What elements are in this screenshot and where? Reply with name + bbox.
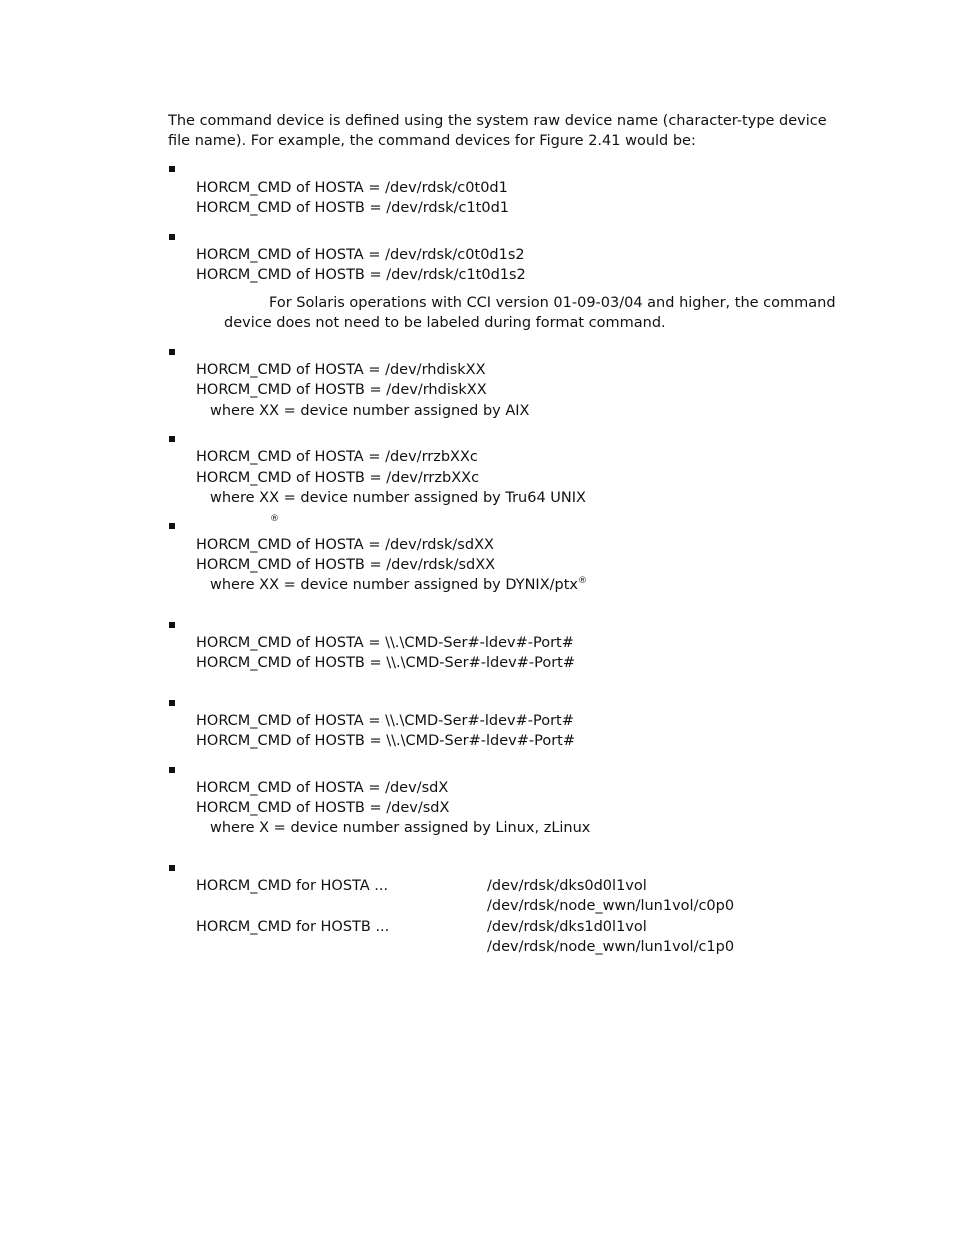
intro-line-1: The command device is defined using the system raw device name (character-type device <box>168 113 827 129</box>
s5-hostb-line: HORCM_CMD of HOSTB = /dev/rdsk/sdXX <box>196 557 496 573</box>
s9-hosta-value-2: /dev/rdsk/node_wwn/lun1vol/c0p0 <box>487 898 735 914</box>
s5-where-line <box>210 575 587 595</box>
s2-hosta-line: HORCM_CMD of HOSTA = /dev/rdsk/c0t0d1s2 <box>196 247 525 263</box>
s2-note-line-2: device does not need to be labeled during format command. <box>224 315 666 331</box>
bullet-icon <box>169 622 175 628</box>
bullet-icon <box>169 349 175 355</box>
bullet-icon <box>169 436 175 442</box>
s4-where-line: where XX = device number assigned by Tru64 UNIX <box>210 490 586 506</box>
s2-note-line-1: For Solaris operations with CCI version 01-09-03/04 and higher, the command <box>269 295 836 311</box>
s6-hosta-line: HORCM_CMD of HOSTA = \\.\CMD-Ser#-ldev#-Port# <box>196 635 574 651</box>
s1-hostb-line: HORCM_CMD of HOSTB = /dev/rdsk/c1t0d1 <box>196 200 510 216</box>
bullet-icon <box>169 700 175 706</box>
s7-hosta-line: HORCM_CMD of HOSTA = \\.\CMD-Ser#-ldev#-Port# <box>196 713 574 729</box>
s9-hosta-value-1: /dev/rdsk/dks0d0l1vol <box>487 878 647 894</box>
registered-mark: ® <box>270 514 279 524</box>
bullet-icon <box>169 166 175 172</box>
s7-hostb-line: HORCM_CMD of HOSTB = \\.\CMD-Ser#-ldev#-Port# <box>196 733 576 749</box>
s9-hosta-label: HORCM_CMD for HOSTA ... <box>196 878 389 894</box>
bullet-icon <box>169 523 175 529</box>
s6-hostb-line: HORCM_CMD of HOSTB = \\.\CMD-Ser#-ldev#-Port# <box>196 655 576 671</box>
bullet-icon <box>169 865 175 871</box>
s5-hosta-line: HORCM_CMD of HOSTA = /dev/rdsk/sdXX <box>196 537 494 553</box>
s5-where-text: where XX = device number assigned by DYNIX/ptx <box>210 577 579 593</box>
bullet-icon <box>169 234 175 240</box>
s8-hostb-line: HORCM_CMD of HOSTB = /dev/sdX <box>196 800 450 816</box>
registered-mark: ® <box>578 576 588 587</box>
bullet-icon <box>169 767 175 773</box>
s9-hostb-value-2: /dev/rdsk/node_wwn/lun1vol/c1p0 <box>487 939 735 955</box>
s3-hostb-line: HORCM_CMD of HOSTB = /dev/rhdiskXX <box>196 382 487 398</box>
s9-hostb-value-1: /dev/rdsk/dks1d0l1vol <box>487 919 647 935</box>
s4-hosta-line: HORCM_CMD of HOSTA = /dev/rrzbXXc <box>196 449 478 465</box>
s3-where-line: where XX = device number assigned by AIX <box>210 403 530 419</box>
s4-hostb-line: HORCM_CMD of HOSTB = /dev/rrzbXXc <box>196 470 480 486</box>
s2-hostb-line: HORCM_CMD of HOSTB = /dev/rdsk/c1t0d1s2 <box>196 267 526 283</box>
s1-hosta-line: HORCM_CMD of HOSTA = /dev/rdsk/c0t0d1 <box>196 180 508 196</box>
s3-hosta-line: HORCM_CMD of HOSTA = /dev/rhdiskXX <box>196 362 486 378</box>
s8-hosta-line: HORCM_CMD of HOSTA = /dev/sdX <box>196 780 449 796</box>
intro-line-2: file name). For example, the command devices for Figure 2.41 would be: <box>168 133 696 149</box>
s9-hostb-label: HORCM_CMD for HOSTB ... <box>196 919 390 935</box>
s8-where-line: where X = device number assigned by Linux, zLinux <box>210 820 591 836</box>
